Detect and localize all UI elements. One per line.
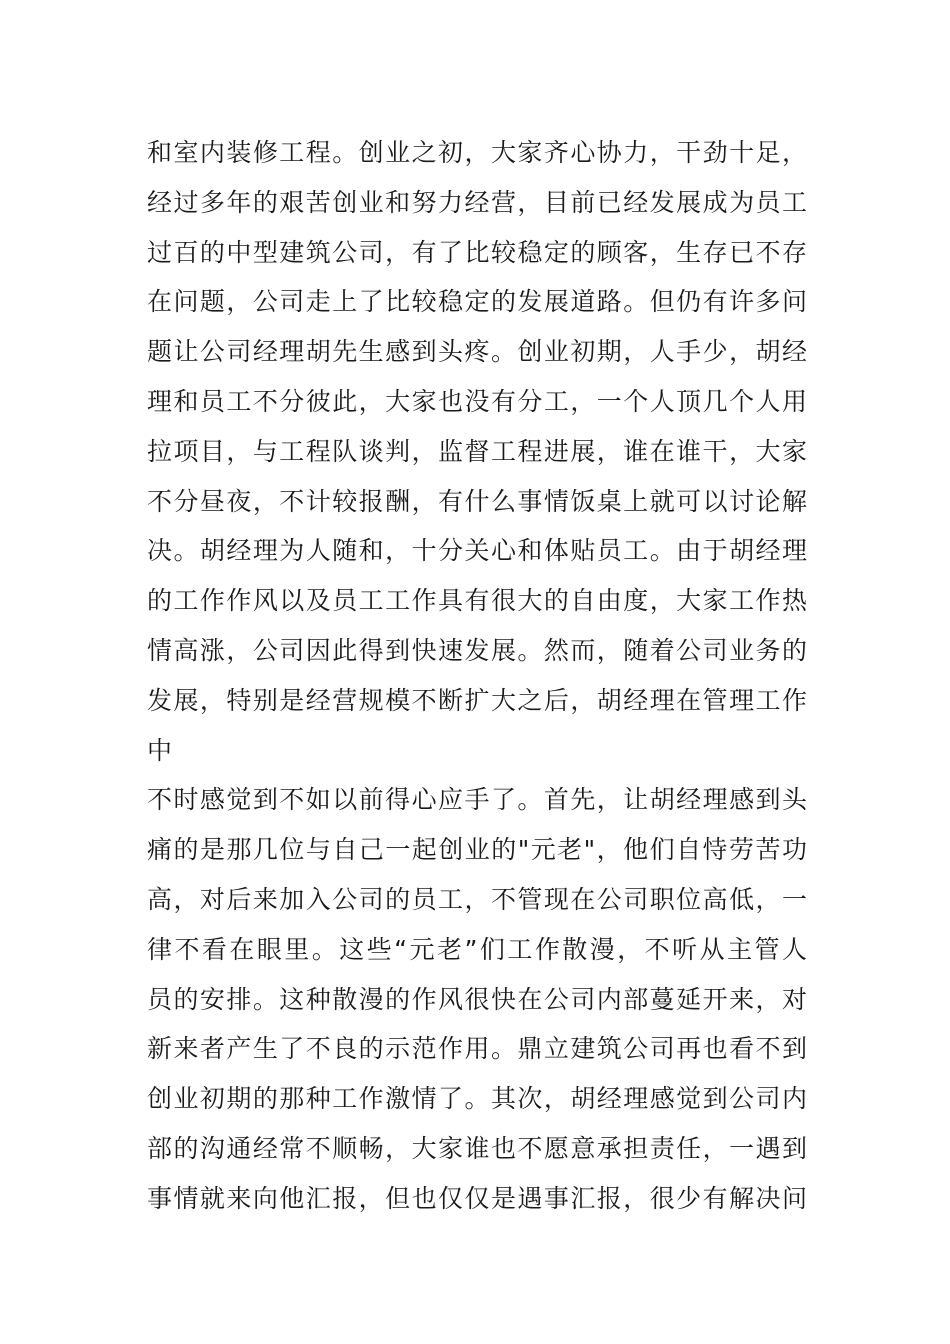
text-line: 创业初期的那种工作激情了。其次，胡经理感觉到公司内 — [147, 1084, 807, 1114]
text-line: 决。胡经理为人随和，十分关心和体贴员工。由于胡经理 — [147, 536, 807, 566]
text-line: 题让公司经理胡先生感到头疼。创业初期，人手少，胡经 — [147, 337, 807, 367]
text-line: 的工作作风以及员工工作具有很大的自由度，大家工作热 — [147, 586, 807, 616]
text-line: 员的安排。这种散漫的作风很快在公司内部蔓延开来，对 — [147, 984, 807, 1014]
text-line: 发展，特别是经营规模不断扩大之后，胡经理在管理工作 — [147, 685, 807, 715]
text-line: 情高涨，公司因此得到快速发展。然而，随着公司业务的 — [147, 635, 807, 665]
text-line: 和室内装修工程。创业之初，大家齐心协力，干劲十足， — [147, 138, 807, 167]
text-line: 部的沟通经常不顺畅，大家谁也不愿意承担责任，一遇到 — [147, 1133, 807, 1163]
text-line: 高，对后来加入公司的员工，不管现在公司职位高低，一 — [147, 884, 807, 914]
text-line: 新来者产生了不良的示范作用。鼎立建筑公司再也看不到 — [147, 1034, 807, 1064]
text-line: 律不看在眼里。这些“元老”们工作散漫，不听从主管人 — [147, 934, 807, 964]
text-line: 拉项目，与工程队谈判，监督工程进展，谁在谁干，大家 — [147, 436, 807, 466]
body-text — [147, 128, 807, 1224]
text-line: 不分昼夜，不计较报酬，有什么事情饭桌上就可以讨论解 — [147, 486, 807, 516]
text-line: 痛的是那几位与自己一起创业的"元老"，他们自恃劳苦功 — [147, 835, 807, 865]
text-line: 过百的中型建筑公司，有了比较稳定的顾客，生存已不存 — [147, 237, 807, 267]
text-line: 理和员工不分彼此，大家也没有分工，一个人顶几个人用 — [147, 386, 807, 416]
text-line: 在问题，公司走上了比较稳定的发展道路。但仍有许多问 — [147, 287, 807, 317]
text-line: 不时感觉到不如以前得心应手了。首先，让胡经理感到头 — [147, 785, 807, 815]
text-line: 经过多年的艰苦创业和努力经营，目前已经发展成为员工 — [147, 187, 807, 217]
text-line: 事情就来向他汇报，但也仅仅是遇事汇报，很少有解决问 — [147, 1183, 807, 1213]
text-line: 中 — [147, 735, 173, 765]
